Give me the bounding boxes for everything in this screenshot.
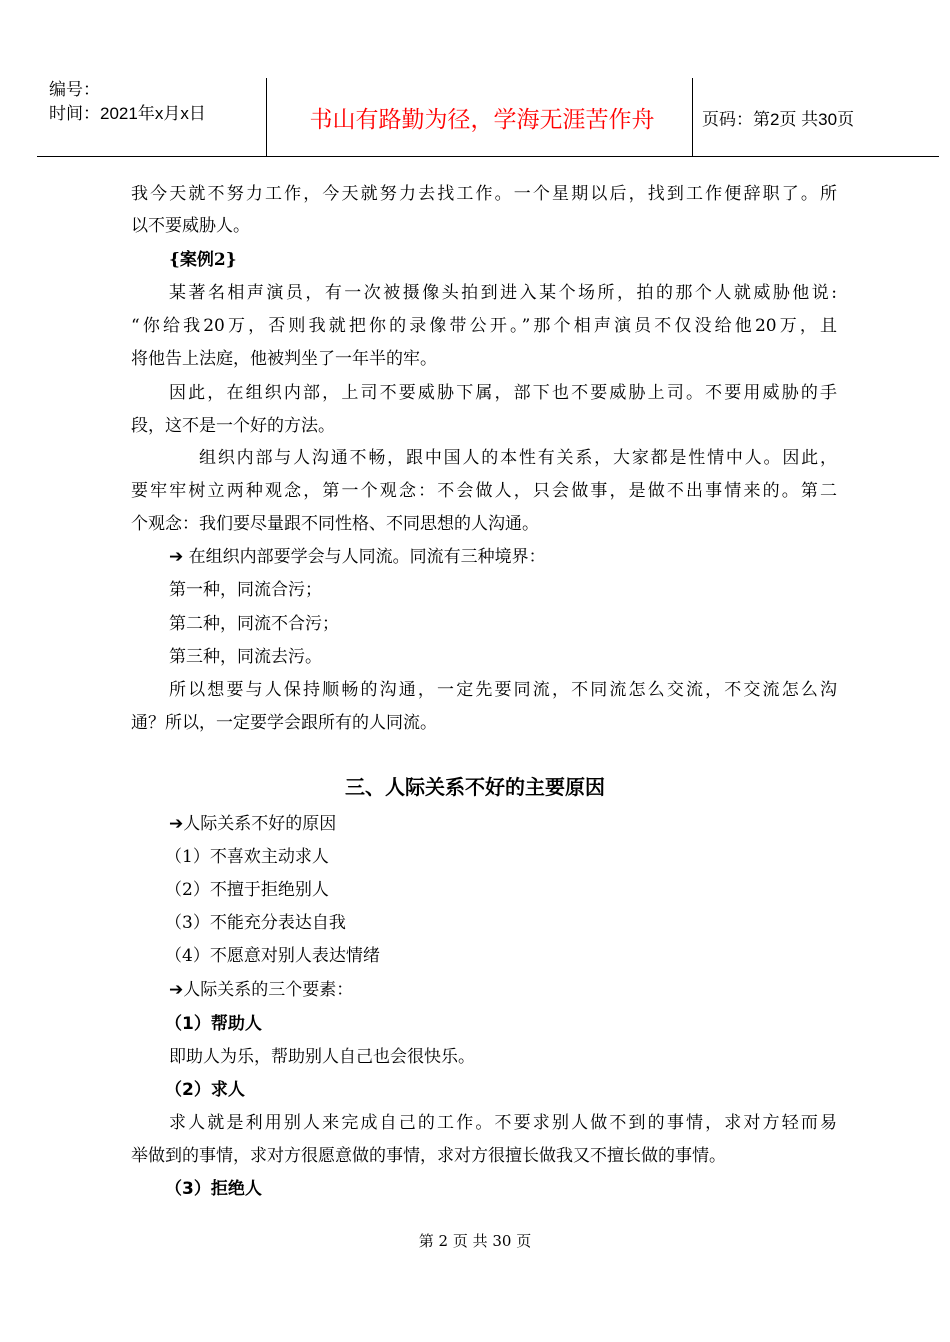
paragraph-line: 通？所以，一定要学会跟所有的人同流。 [131, 713, 437, 733]
paragraph-line: 求人就是利用别人来完成自己的工作。不要求别人做不到的事情，求对方轻而易 [169, 1113, 837, 1133]
bullet-line [169, 545, 546, 569]
case-title: {案例2} [169, 250, 237, 270]
paragraph-line: 我今天就不努力工作，今天就努力去找工作。一个星期以后，找到工作便辞职了。所 [131, 184, 837, 204]
paragraph-line: 段，这不是一个好的方法。 [131, 416, 335, 436]
list-item: 第三种，同流去污。 [169, 647, 322, 667]
paragraph-line: “你给我20万，否则我就把你的录像带公开。”那个相声演员不仅没给他20万，且 [131, 316, 837, 336]
section-heading: 三、人际关系不好的主要原因 [345, 775, 605, 799]
arrow-right-icon: ➔ [169, 547, 184, 567]
header-meta [49, 78, 206, 126]
paragraph-line: 个观念：我们要尽量跟不同性格、不同思想的人沟通。 [131, 514, 539, 534]
list-item: 第二种，同流不合污； [169, 614, 339, 634]
list-item: （3）不能充分表达自我 [165, 913, 346, 933]
list-item: （1）不喜欢主动求人 [165, 847, 329, 867]
paragraph-line: 以不要威胁人。 [131, 216, 250, 236]
header-motto: 书山有路勤为径，学海无涯苦作舟 [309, 106, 655, 133]
page-footer: 第 2 页 共 30 页 [418, 1232, 532, 1250]
paragraph-line: 组织内部与人沟通不畅，跟中国人的本性有关系，大家都是性情中人。因此， [199, 448, 837, 468]
bullet-text: 人际关系的三个要素： [183, 980, 354, 1000]
number-label: 编号： [49, 80, 100, 99]
list-item: （2）不擅于拒绝别人 [165, 880, 329, 900]
list-item: （4）不愿意对别人表达情绪 [165, 946, 380, 966]
bullet-line [169, 812, 336, 836]
header-divider [692, 78, 693, 156]
paragraph-line: 即助人为乐，帮助别人自己也会很快乐。 [169, 1047, 475, 1067]
paragraph-line: 举做到的事情，求对方很愿意做的事情，求对方很擅长做我又不擅长做的事情。 [131, 1146, 726, 1166]
paragraph-line: 因此，在组织内部，上司不要威胁下属，部下也不要威胁上司。不要用威胁的手 [169, 383, 837, 403]
subsection-title: （2）求人 [165, 1080, 245, 1100]
list-item: 第一种，同流合污； [169, 580, 322, 600]
arrow-right-icon: ➔ [169, 814, 184, 834]
arrow-right-icon: ➔ [169, 980, 184, 1000]
bullet-text: 在组织内部要学会与人同流。同流有三种境界： [188, 547, 546, 567]
subsection-title: （3）拒绝人 [165, 1179, 262, 1199]
subsection-title: （1）帮助人 [165, 1014, 262, 1034]
header-page-label: 页码：第2页 共30页 [702, 109, 855, 129]
page-header [37, 78, 939, 157]
paragraph-line: 某著名相声演员，有一次被摄像头拍到进入某个场所，拍的那个人就威胁他说: [169, 283, 837, 303]
header-divider [266, 78, 267, 156]
paragraph-line: 将他告上法庭，他被判坐了一年半的牢。 [131, 349, 437, 369]
paragraph-line: 要牢牢树立两种观念，第一个观念：不会做人，只会做事，是做不出事情来的。第二 [131, 481, 837, 501]
time-label: 时间：2021年x月x日 [49, 104, 206, 123]
bullet-text: 人际关系不好的原因 [183, 814, 337, 834]
paragraph-line: 所以想要与人保持顺畅的沟通，一定先要同流，不同流怎么交流，不交流怎么沟 [169, 680, 837, 700]
bullet-line [169, 978, 353, 1002]
